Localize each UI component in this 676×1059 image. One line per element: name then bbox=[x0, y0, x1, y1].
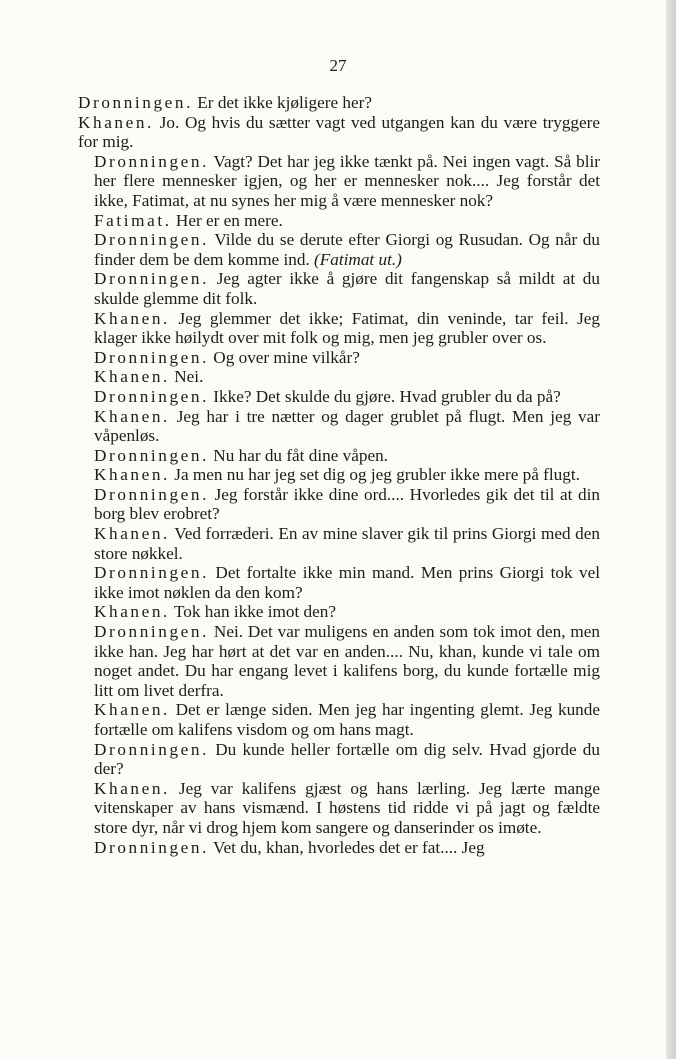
speech-text: Nu har du fåt dine våpen. bbox=[209, 445, 388, 465]
dialogue-line bbox=[78, 838, 600, 858]
speech-text: Vilde du se derute efter Giorgi og Rusudan. Og når du finder dem be dem komme ind. bbox=[94, 230, 600, 269]
speaker-name: Khanen. bbox=[94, 367, 170, 387]
speech-text: Jeg var kalifens gjæst og hans lærling. Jeg lærte mange vitenskaper av hans vismænd. I høstens tid ridde vi på jagt og fældte store dyr, når vi drog hjem kom sangere og danserinder os imøte. bbox=[94, 778, 600, 837]
dialogue-line bbox=[78, 622, 600, 700]
dialogue-line bbox=[78, 700, 600, 739]
dialogue-line bbox=[78, 113, 600, 152]
dialogue-line bbox=[78, 446, 600, 466]
dialogue-line bbox=[78, 367, 600, 387]
speech-text: Ja men nu har jeg set dig og jeg grubler ikke mere på flugt. bbox=[169, 465, 580, 485]
speaker-name: Dronningen. bbox=[94, 151, 209, 171]
speech-text: Jeg har i tre nætter og dager grublet på flugt. Men jeg var våpenløs. bbox=[94, 406, 600, 446]
speech-text: Vagt? Det har jeg ikke tænkt på. Nei ingen vagt. Så blir her flere mennesker igjen, og her er mennesker nok.... Jeg forstår det ikke, Fatimat, at nu synes her mig å være mennesker nok? bbox=[94, 151, 600, 210]
speech-text: Vet du, khan, hvorledes det er fat.... Jeg bbox=[209, 837, 485, 857]
speaker-name: Dronningen. bbox=[94, 230, 209, 250]
dialogue-line bbox=[78, 309, 600, 348]
speech-text: Jeg agter ikke å gjøre dit fangenskap så mildt at du skulde glemme dit folk. bbox=[94, 269, 600, 308]
speaker-name: Khanen. bbox=[94, 700, 170, 720]
speech-text: Nei. Det var muligens en anden som tok imot den, men ikke han. Jeg har hørt at det var en anden.... Nu, khan, kunde vi tale om noget andet. Du har engang levet i kalifens borg, du kunde fortælle mig litt om livet derfra. bbox=[94, 622, 600, 700]
speaker-name: Dronningen. bbox=[94, 563, 209, 583]
speaker-name: Fatimat. bbox=[94, 210, 172, 230]
speech-text: Ved forræderi. En av mine slaver gik til prins Giorgi med den store nøkkel. bbox=[94, 524, 600, 563]
dialogue-line bbox=[78, 740, 600, 779]
speaker-name: Dronningen. bbox=[94, 269, 209, 289]
speech-text: Ikke? Det skulde du gjøre. Hvad grubler du da på? bbox=[209, 386, 561, 406]
page-edge bbox=[666, 0, 676, 1059]
speech-text: Jo. Og hvis du sætter vagt ved utgangen kan du være tryggere for mig. bbox=[78, 112, 600, 152]
dialogue-line bbox=[78, 387, 600, 407]
stage-direction: (Fatimat ut.) bbox=[309, 249, 402, 269]
speaker-name: Dronningen. bbox=[94, 386, 209, 406]
dialogue-line bbox=[78, 602, 600, 622]
speaker-name: Dronningen. bbox=[94, 347, 209, 367]
speaker-name: Khanen. bbox=[94, 524, 170, 544]
dialogue-line bbox=[78, 407, 600, 446]
dialogue-line bbox=[78, 465, 600, 485]
speaker-name: Dronningen. bbox=[94, 739, 209, 759]
dialogue-text bbox=[78, 93, 600, 857]
speaker-name: Khanen. bbox=[94, 465, 170, 485]
speech-text: Jeg forstår ikke dine ord.... Hvorledes gik det til at din borg blev erobret? bbox=[94, 484, 600, 524]
speech-text: Her er en mere. bbox=[171, 210, 283, 230]
speaker-name: Dronningen. bbox=[94, 484, 209, 504]
speaker-name: Khanen. bbox=[94, 602, 170, 622]
dialogue-line bbox=[78, 211, 600, 231]
speech-text: Du kunde heller fortælle om dig selv. Hvad gjorde du der? bbox=[94, 739, 600, 779]
speaker-name: Khanen. bbox=[94, 308, 170, 328]
dialogue-line bbox=[78, 152, 600, 211]
speaker-name: Khanen. bbox=[78, 112, 154, 132]
speech-text: Og over mine vilkår? bbox=[209, 347, 360, 367]
dialogue-line bbox=[78, 230, 600, 269]
dialogue-line bbox=[78, 485, 600, 524]
speech-text: Det fortalte ikke min mand. Men prins Giorgi tok vel ikke imot nøklen da den kom? bbox=[94, 563, 600, 602]
speaker-name: Khanen. bbox=[94, 778, 170, 798]
speech-text: Er det ikke kjøligere her? bbox=[193, 93, 372, 112]
page-number: 27 bbox=[329, 56, 347, 75]
speaker-name: Dronningen. bbox=[94, 622, 209, 642]
dialogue-line bbox=[78, 524, 600, 563]
speaker-name: Dronningen. bbox=[94, 837, 209, 857]
dialogue-line bbox=[78, 93, 600, 113]
dialogue-line bbox=[78, 779, 600, 838]
dialogue-line bbox=[78, 348, 600, 368]
dialogue-line bbox=[78, 269, 600, 308]
speech-text: Nei. bbox=[169, 367, 204, 387]
speaker-name: Dronningen. bbox=[78, 93, 193, 112]
dialogue-line bbox=[78, 563, 600, 602]
speech-text: Tok han ikke imot den? bbox=[169, 602, 336, 622]
speech-text: Det er længe siden. Men jeg har ingenting glemt. Jeg kunde fortælle om kalifens visdom og om hans magt. bbox=[94, 700, 600, 739]
speech-text: Jeg glemmer det ikke; Fatimat, din veninde, tar feil. Jeg klager ikke høilydt over mit folk og mig, men jeg grubler over os. bbox=[94, 308, 600, 348]
speaker-name: Dronningen. bbox=[94, 445, 209, 465]
speaker-name: Khanen. bbox=[94, 406, 170, 426]
